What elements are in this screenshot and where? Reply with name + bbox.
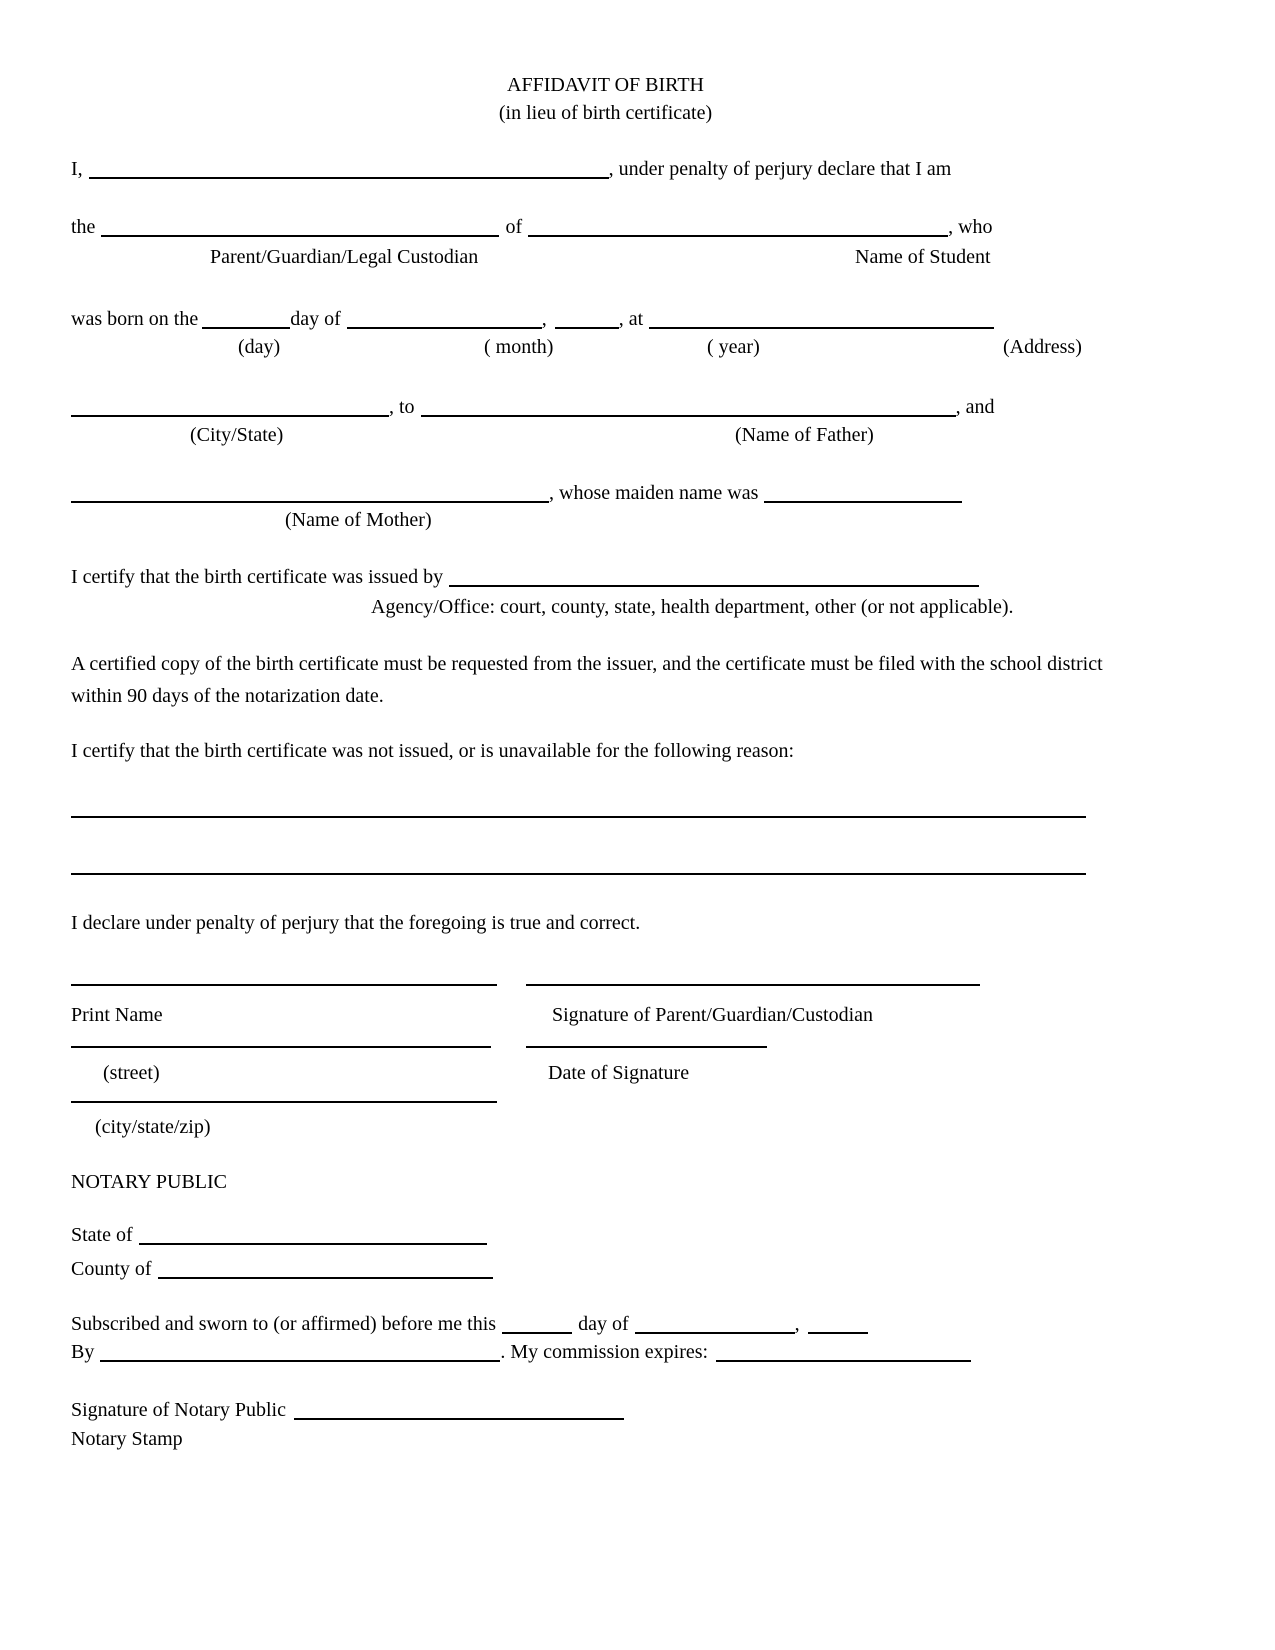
birth-line-mid3: , at [618,308,644,330]
notary-heading: NOTARY PUBLIC [71,1171,228,1193]
blank-guardian-name [101,235,499,237]
label-city-state: (City/State) [190,424,284,446]
blank-father-name [421,415,956,417]
by-mid: . My commission expires: [500,1341,709,1363]
birth-line-mid2: , [541,308,547,330]
birth-line-mid1: day of [290,308,341,330]
blank-year [555,327,619,329]
label-student: Name of Student [855,246,991,268]
notary-by-line [71,1341,971,1364]
affiant-line [71,158,951,181]
blank-address [649,327,994,329]
not-issued-line: I certify that the birth certificate was not issued, or is unavailable for the following reason: [71,740,795,762]
declaration-line: I declare under penalty of perjury that the foregoing is true and correct. [71,912,641,934]
relation-line-mid: of [505,216,523,238]
page-subtitle: (in lieu of birth certificate) [498,102,713,124]
blank-student-name [528,235,948,237]
blank-sworn-year [808,1332,868,1334]
notary-sworn-line [71,1313,868,1336]
blank-city-state-zip [71,1101,497,1103]
agency-note: Agency/Office: court, county, state, health department, other (or not applicable). [371,596,1014,618]
birth-line [71,308,994,331]
notary-state-line [71,1224,487,1247]
label-address: (Address) [1003,336,1082,358]
notary-signature-label: Signature of Notary Public [71,1399,286,1421]
sworn-mid2: , [794,1313,800,1335]
affiant-line-pre: I, [71,158,83,180]
label-signature: Signature of Parent/Guardian/Custodian [552,1004,874,1026]
birthplace-line [71,396,994,419]
issued-line-pre: I certify that the birth certificate was issued by [71,566,444,588]
blank-date-of-signature [526,1046,767,1048]
sworn-pre: Subscribed and sworn to (or affirmed) before me this [71,1313,497,1335]
blank-print-name [71,984,497,986]
blank-signature [526,984,980,986]
blank-notary-state [139,1243,487,1245]
relation-line-post: , who [948,216,993,238]
blank-reason-1 [71,816,1086,818]
by-pre: By [71,1341,95,1363]
blank-sworn-month [635,1332,795,1334]
blank-notary-by [100,1360,500,1362]
blank-sworn-day [502,1332,572,1334]
relation-line [71,216,993,239]
sworn-mid1: day of [578,1313,629,1335]
label-print-name: Print Name [71,1004,163,1026]
blank-day [202,327,290,329]
birthplace-line-mid1: , to [389,396,415,418]
blank-city-state [71,415,389,417]
label-month: ( month) [484,336,554,358]
affiant-line-post: , under penalty of perjury declare that I am [608,158,952,180]
label-guardian: Parent/Guardian/Legal Custodian [210,246,479,268]
birthplace-line-post: , and [955,396,995,418]
blank-street [71,1046,491,1048]
notary-county-line [71,1258,493,1281]
relation-line-pre: the [71,216,96,238]
notary-stamp-label: Notary Stamp [71,1428,183,1450]
blank-commission-expires [716,1360,971,1362]
blank-reason-2 [71,873,1086,875]
label-day: (day) [238,336,281,358]
issued-line [71,566,979,589]
blank-affiant-name [89,177,609,179]
label-date-of-signature: Date of Signature [548,1062,690,1084]
blank-agency [449,585,979,587]
label-mother: (Name of Mother) [285,509,432,531]
blank-mother-name [71,501,549,503]
birth-line-pre: was born on the [71,308,199,330]
certified-copy-paragraph: A certified copy of the birth certificate must be requested from the issuer, and the certificate must be filed with the school district within 90 days of the notarization date. [71,653,1103,707]
notary-state-label: State of [71,1224,133,1246]
blank-notary-signature [294,1418,624,1420]
mother-line [71,482,962,505]
mother-line-mid: , whose maiden name was [549,482,759,504]
label-father: (Name of Father) [735,424,874,446]
page-title: AFFIDAVIT OF BIRTH [507,74,704,96]
label-year: ( year) [707,336,760,358]
blank-notary-county [158,1277,493,1279]
blank-maiden-name [764,501,962,503]
notary-county-label: County of [71,1258,152,1280]
blank-month [347,327,542,329]
label-city-state-zip: (city/state/zip) [95,1116,211,1138]
label-street: (street) [103,1062,160,1084]
notary-signature-line [71,1399,624,1422]
